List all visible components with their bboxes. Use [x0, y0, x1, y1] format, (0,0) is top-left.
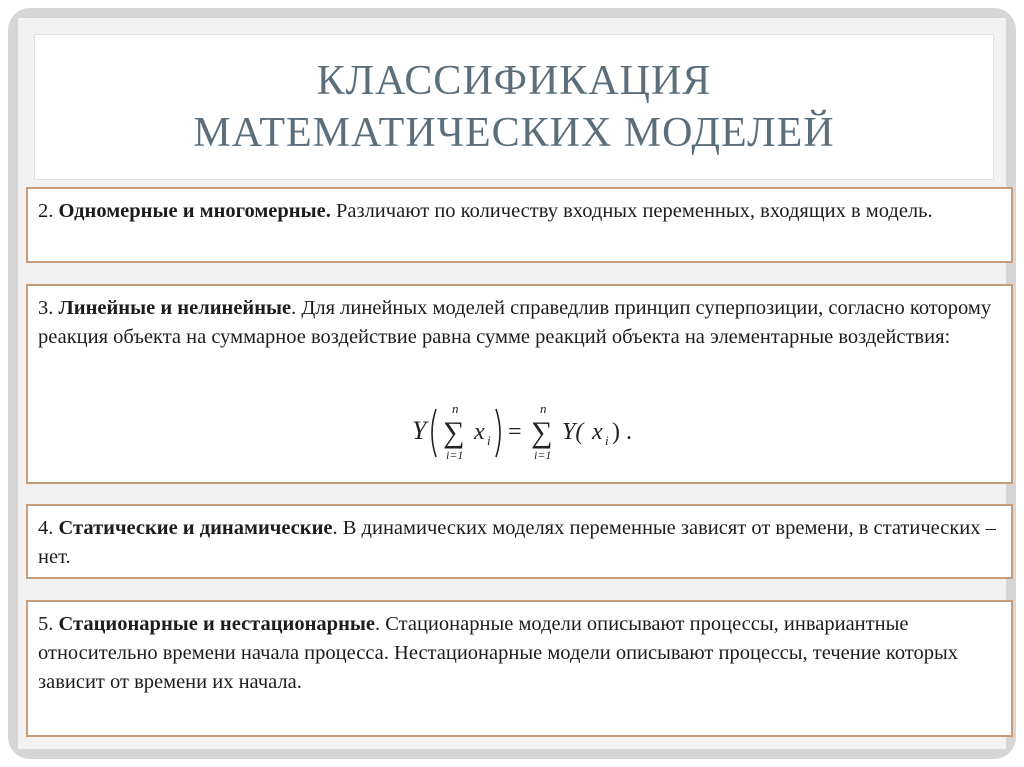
page-title-line-1: КЛАССИФИКАЦИЯ	[316, 58, 712, 104]
item-text: Различают по количеству входных переменных, входящих в модель.	[335, 200, 933, 222]
formula-close-paren: )	[612, 419, 620, 445]
item-term: Статические и динамические	[58, 517, 333, 539]
sum-upper-limit: n	[452, 401, 459, 416]
classification-item-4	[26, 504, 1013, 579]
formula-sub-i: i	[487, 433, 491, 448]
sigma-symbol: ∑	[443, 416, 465, 449]
formula-Y: Y	[412, 416, 427, 445]
formula-x: x	[474, 419, 485, 445]
formula-period: .	[626, 419, 632, 445]
sum-lower-limit: i=1	[446, 448, 464, 462]
item-number: 2.	[38, 200, 54, 222]
right-paren	[496, 409, 500, 457]
equals-sign: =	[508, 419, 522, 445]
sum-lower-limit-2: i=1	[534, 448, 552, 462]
superposition-formula	[390, 395, 650, 465]
item-number: 5.	[38, 613, 54, 635]
item-text: . В динамических моделях переменные зависят от времени, в статических – нет.	[38, 517, 996, 568]
item-number: 3.	[38, 297, 54, 319]
page-title-line-2: МАТЕМАТИЧЕСКИХ МОДЕЛЕЙ	[193, 110, 835, 156]
sigma-symbol-2: ∑	[531, 416, 553, 449]
classification-item-5	[26, 600, 1013, 737]
classification-item-2	[26, 187, 1013, 263]
title-box	[34, 34, 994, 180]
item-text: . Стационарные модели описывают процессы, инвариантные относительно времени начала процесса. Нестационарные модели описывают процессы, течение которых зависит от времени их начала.	[38, 613, 959, 693]
item-number: 4.	[38, 517, 54, 539]
formula-Y-of: Y(	[562, 419, 584, 445]
item-term: Линейные и нелинейные	[58, 297, 292, 319]
formula-sub-i-2: i	[605, 433, 609, 448]
formula-x-2: x	[592, 419, 603, 445]
item-term: Стационарные и нестационарные	[58, 613, 375, 635]
item-text: . Для линейных моделей справедлив принцип суперпозиции, согласно которому реакция объекта на суммарное воздействие равна сумме реакций объекта на элементарные воздействия:	[38, 297, 992, 348]
left-paren	[432, 409, 436, 457]
sum-upper-limit-2: n	[540, 401, 547, 416]
item-term: Одномерные и многомерные.	[58, 200, 331, 222]
